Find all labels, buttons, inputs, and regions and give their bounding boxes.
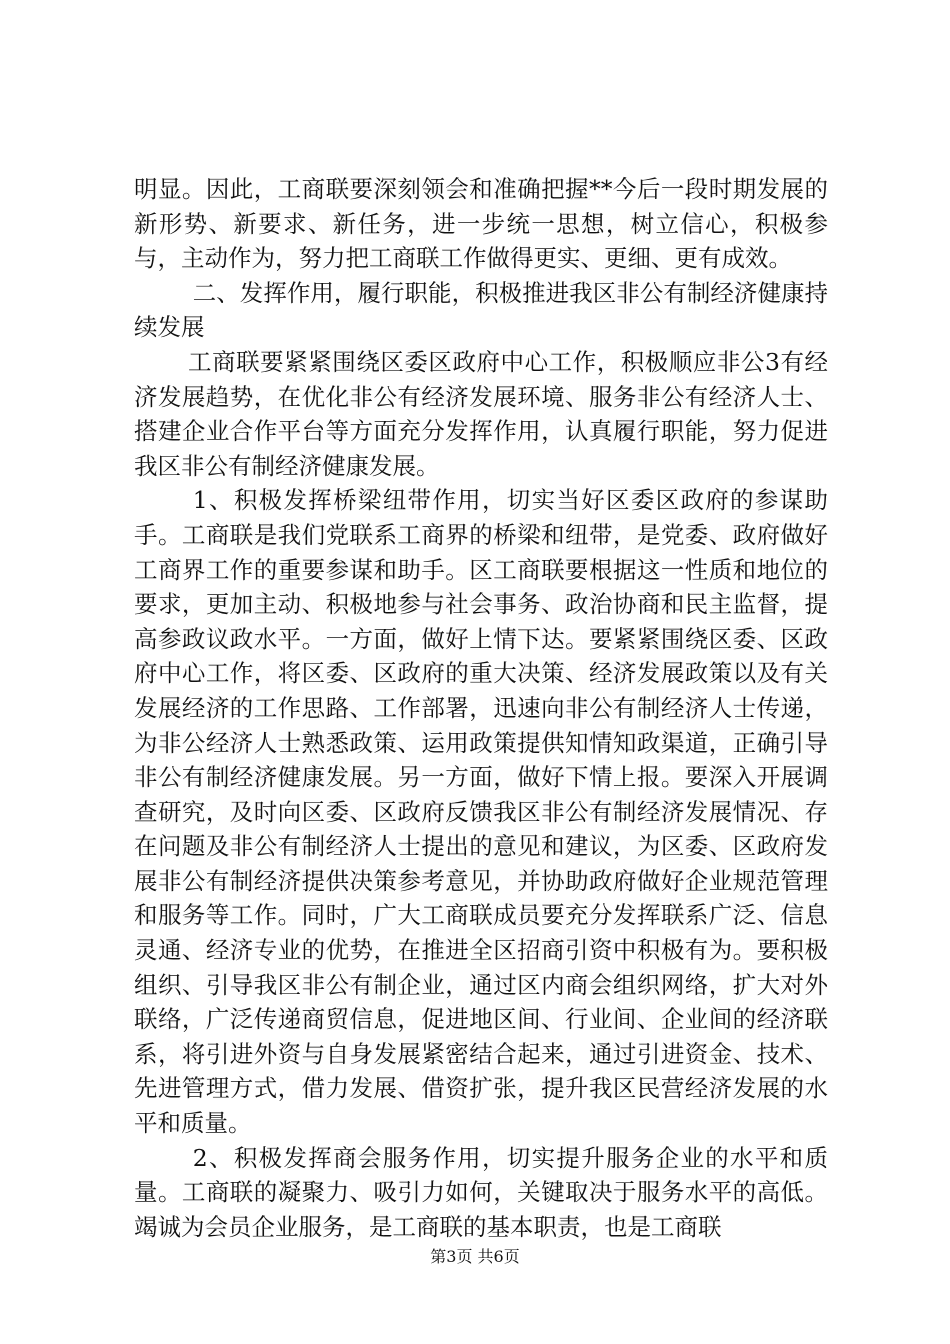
page-number: 第3页 共6页 bbox=[430, 1247, 520, 1266]
body-text bbox=[134, 172, 828, 1244]
paragraph-item-2: 2、积极发挥商会服务作用，切实提升服务企业的水平和质量。工商联的凝聚力、吸引力如何，关键取决于服务水平的高低。竭诚为会员企业服务，是工商联的基本职责，也是工商联 bbox=[134, 1143, 828, 1241]
paragraph-item-1: 1、积极发挥桥梁纽带作用，切实当好区委区政府的参谋助手。工商联是我们党联系工商界的桥梁和纽带，是党委、政府做好工商界工作的重要参谋和助手。区工商联要根据这一性质和地位的要求，更加主动、积极地参与社会事务、政治协商和民主监督，提高参政议政水平。一方面，做好上情下达。要紧紧围绕区委、区政府中心工作，将区委、区政府的重大决策、经济发展政策以及有关发展经济的工作思路、工作部署，迅速向非公有制经济人士传递，为非公经济人士熟悉政策、运用政策提供知情知政渠道，正确引导非公有制经济健康发展。另一方面，做好下情上报。要深入开展调查研究，及时向区委、区政府反馈我区非公有制经济发展情况、存在问题及非公有制经济人士提出的意见和建议，为区委、区政府发展非公有制经济提供决策参考意见，并协助政府做好企业规范管理和服务等工作。同时，广大工商联成员要充分发挥联系广泛、信息灵通、经济专业的优势，在推进全区招商引资中积极有为。要积极组织、引导我区非公有制企业，通过区内商会组织网络，扩大对外联络，广泛传递商贸信息，促进地区间、行业间、企业间的经济联系，将引进外资与自身发展紧密结合起来，通过引进资金、技术、先进管理方式，借力发展、借资扩张，提升我区民营经济发展的水平和质量。 bbox=[134, 486, 828, 1138]
paragraph-intro: 工商联要紧紧围绕区委区政府中心工作，积极顺应非公3有经济发展趋势，在优化非公有经济发展环境、服务非公有经济人士、搭建企业合作平台等方面充分发挥作用，认真履行职能，努力促进我区非公有制经济健康发展。 bbox=[134, 347, 828, 480]
page-footer bbox=[0, 1244, 950, 1267]
paragraph-continuation: 明显。因此，工商联要深刻领会和准确把握**今后一段时期发展的新形势、新要求、新任务，进一步统一思想，树立信心，积极参与，主动作为，努力把工商联工作做得更实、更细、更有成效。 bbox=[134, 175, 828, 273]
section-heading: 二、发挥作用，履行职能，积极推进我区非公有制经济健康持续发展 bbox=[134, 278, 828, 342]
